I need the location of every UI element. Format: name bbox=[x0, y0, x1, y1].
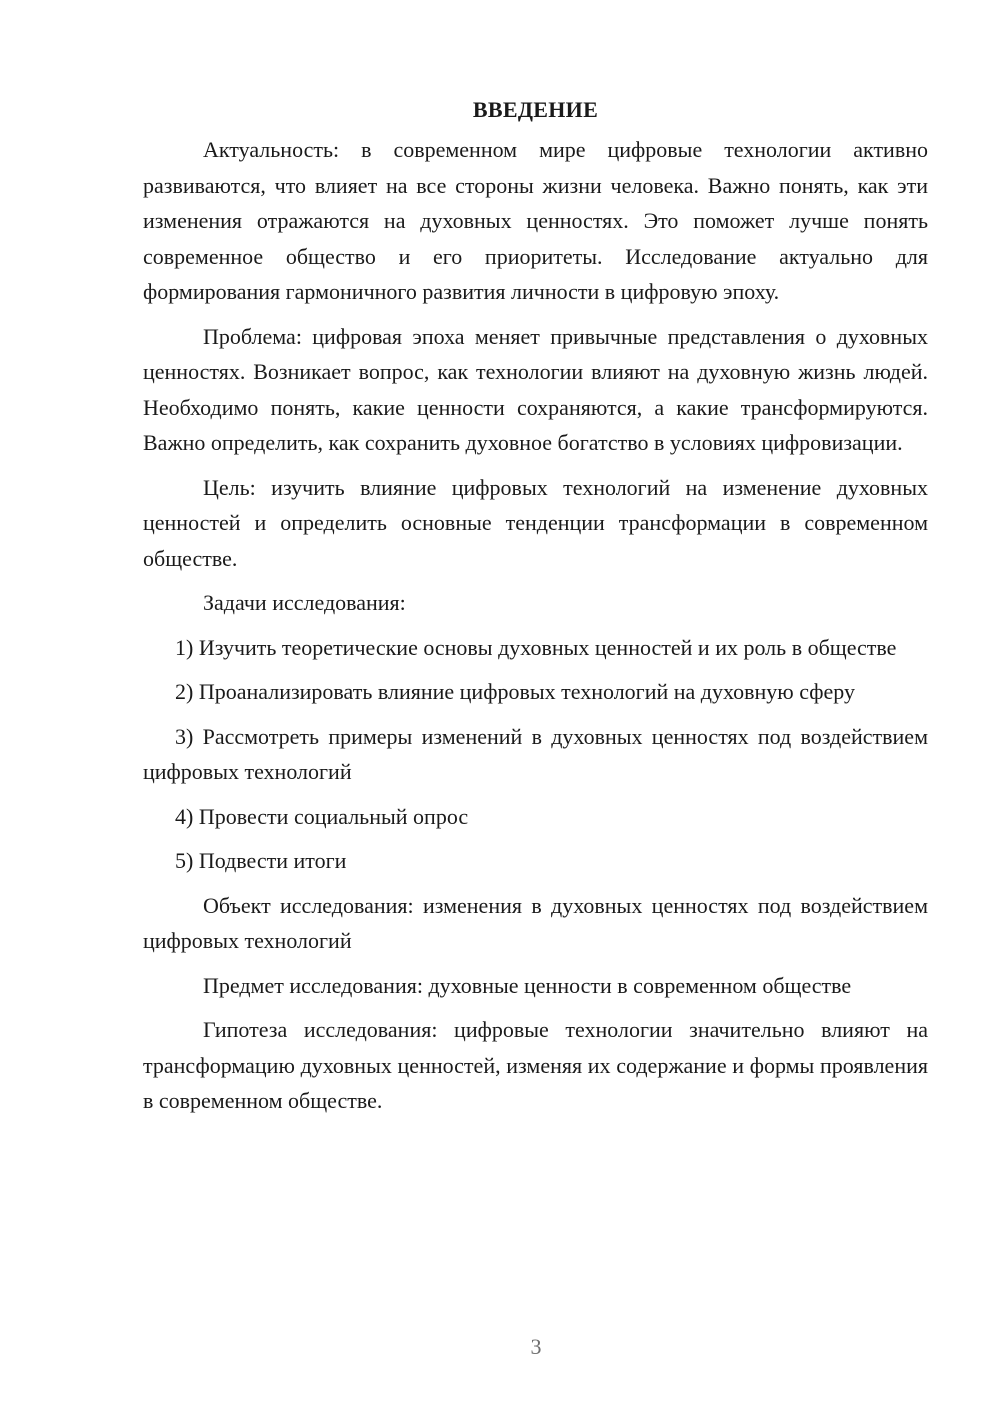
paragraph-problem: Проблема: цифровая эпоха меняет привычные представления о духовных ценностях. Возникает вопрос, как технологии влияют на духовную жизнь людей. Необходимо понять, какие ценности сохраняются, а какие трансформируются. Важно определить, как сохранить духовное богатство в условиях цифровизации. bbox=[143, 323, 928, 455]
task-item-3: 3) Рассмотреть примеры изменений в духовных ценностях под воздействием цифровых технологий bbox=[143, 723, 928, 784]
paragraph-object: Объект исследования: изменения в духовных ценностях под воздействием цифровых технологий bbox=[143, 892, 928, 953]
paragraph-relevance: Актуальность: в современном мире цифровые технологии активно развиваются, что влияет на все стороны жизни человека. Важно понять, как эти изменения отражаются на духовных ценностях. Это поможет лучше понять современное общество и его приоритеты. Исследование актуально для формирования гармоничного развития личности в цифровую эпоху. bbox=[143, 137, 928, 304]
paragraph-goal: Цель: изучить влияние цифровых технологий на изменение духовных ценностей и определить основные тенденции трансформации в современном обществе. bbox=[143, 474, 928, 571]
tasks-title: Задачи исследования: bbox=[203, 590, 406, 615]
page-content bbox=[143, 92, 928, 1128]
page-number: 3 bbox=[530, 1334, 542, 1359]
task-item-4: 4) Провести социальный опрос bbox=[175, 803, 469, 829]
task-item-2: 2) Проанализировать влияние цифровых технологий на духовную сферу bbox=[175, 679, 855, 704]
paragraph-hypothesis: Гипотеза исследования: цифровые технологии значительно влияют на трансформацию духовных ценностей, изменяя их содержание и формы проявления в современном обществе. bbox=[143, 1017, 928, 1113]
section-heading: ВВЕДЕНИЕ bbox=[472, 97, 599, 122]
paragraph-subject: Предмет исследования: духовные ценности в современном обществе bbox=[203, 972, 852, 998]
task-item-1: 1) Изучить теоретические основы духовных ценностей и их роль в обществе bbox=[175, 634, 897, 660]
task-item-5: 5) Подвести итоги bbox=[175, 848, 347, 873]
